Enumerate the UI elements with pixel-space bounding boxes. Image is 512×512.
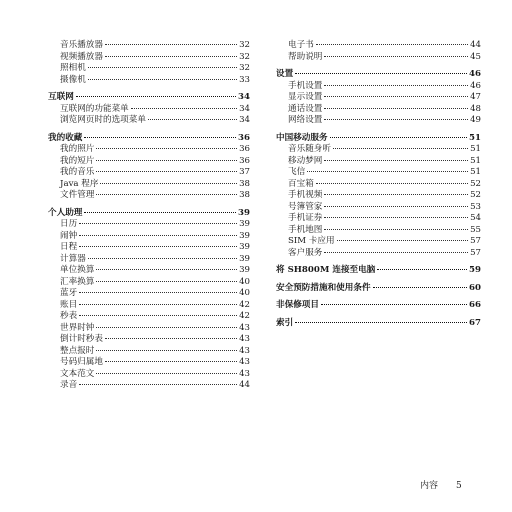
toc-entry[interactable] — [48, 156, 250, 168]
toc-entry-page: 36 — [239, 155, 250, 166]
toc-entry-title: 我的音乐 — [60, 167, 95, 177]
dot-leader — [377, 269, 467, 270]
toc-entry-title: 音乐随身听 — [288, 144, 331, 154]
toc-entry-title: 号码归属地 — [60, 357, 103, 367]
toc-entry[interactable] — [276, 40, 481, 52]
toc-entry[interactable] — [48, 277, 250, 289]
toc-entry[interactable] — [276, 213, 481, 225]
toc-entry[interactable] — [48, 104, 250, 116]
toc-entry-page: 43 — [239, 345, 250, 356]
toc-entry-title: 我的照片 — [60, 144, 95, 154]
toc-entry-title: 视频播放器 — [60, 51, 103, 62]
dot-leader — [330, 137, 467, 138]
dot-leader — [79, 246, 237, 247]
dot-leader — [131, 108, 237, 109]
toc-entry[interactable] — [48, 288, 250, 300]
dot-leader — [96, 269, 237, 270]
dot-leader — [88, 79, 237, 80]
toc-entry[interactable] — [276, 52, 481, 64]
dot-leader — [88, 258, 237, 259]
toc-entry-page: 45 — [470, 51, 481, 62]
toc-entry[interactable] — [48, 300, 250, 312]
dot-leader — [79, 235, 237, 236]
dot-leader — [324, 229, 468, 230]
toc-entry-page: 57 — [470, 247, 481, 258]
toc-entry-title: 索引 — [276, 317, 294, 328]
toc-entry-title: 账目 — [60, 299, 78, 310]
toc-entry-title: 单位换算 — [60, 265, 95, 275]
toc-section-heading[interactable] — [276, 283, 481, 295]
dot-leader — [105, 338, 237, 339]
toc-entry-title: Java 程序 — [60, 178, 99, 189]
toc-entry-title: 世界时钟 — [60, 322, 95, 333]
toc-entry-page: 52 — [470, 190, 481, 200]
toc-entry-page: 47 — [470, 92, 481, 102]
toc-section-heading[interactable] — [48, 208, 250, 220]
toc-entry-page: 39 — [239, 242, 250, 252]
toc-entry[interactable] — [48, 357, 250, 369]
toc-entry-title: 录音 — [60, 380, 78, 390]
toc-entry[interactable] — [48, 265, 250, 277]
toc-entry-title: 手机地图 — [288, 224, 323, 235]
dot-leader — [337, 240, 468, 241]
toc-entry-page: 34 — [239, 115, 250, 125]
dot-leader — [316, 183, 468, 184]
toc-entry-page: 42 — [239, 311, 250, 321]
toc-entry[interactable] — [276, 104, 481, 116]
page-number: 5 — [456, 481, 462, 491]
toc-entry-page: 66 — [469, 300, 481, 310]
footer-label: 内容 — [420, 481, 439, 491]
toc-right-column — [276, 40, 481, 329]
toc-entry-title: 通话设置 — [288, 103, 323, 114]
dot-leader — [96, 350, 237, 351]
toc-entry[interactable] — [48, 334, 250, 346]
dot-leader — [295, 322, 467, 323]
toc-entry[interactable] — [276, 115, 481, 127]
dot-leader — [324, 56, 468, 57]
toc-entry-title: 浏览网页时的选项菜单 — [60, 115, 146, 125]
toc-entry-title: 帮助说明 — [288, 51, 323, 62]
toc-entry[interactable] — [48, 380, 250, 392]
toc-entry-title: 电子书 — [288, 40, 314, 50]
dot-leader — [105, 56, 237, 57]
dot-leader — [96, 281, 237, 282]
toc-entry-title: 设置 — [276, 69, 294, 79]
toc-entry[interactable] — [276, 248, 481, 260]
toc-entry[interactable] — [48, 231, 250, 243]
dot-leader — [324, 217, 468, 218]
dot-leader — [316, 44, 468, 45]
dot-leader — [79, 304, 237, 305]
dot-leader — [324, 96, 468, 97]
toc-entry-title: 将 SH800M 连接至电脑 — [276, 265, 376, 275]
toc-entry-title: 网络设置 — [288, 115, 323, 125]
dot-leader — [324, 160, 468, 161]
dot-leader — [307, 171, 468, 172]
toc-entry-title: 安全预防措施和使用条件 — [276, 282, 371, 293]
toc-entry-title: 照相机 — [60, 63, 86, 73]
toc-entry-page: 38 — [239, 190, 250, 200]
toc-left-column — [48, 40, 250, 392]
toc-entry-title: SIM 卡应用 — [288, 236, 335, 246]
toc-entry-page: 32 — [239, 51, 250, 62]
toc-entry[interactable] — [48, 369, 250, 381]
dot-leader — [96, 160, 237, 161]
toc-entry-page: 57 — [470, 236, 481, 246]
toc-section-heading[interactable] — [276, 133, 481, 145]
toc-entry-page: 60 — [469, 282, 481, 293]
toc-entry-title: 显示设置 — [288, 92, 323, 102]
toc-entry-title: 音乐播放器 — [60, 40, 103, 50]
toc-entry-title: 计算器 — [60, 253, 86, 264]
toc-entry-page: 44 — [239, 380, 250, 390]
toc-entry-page: 42 — [239, 299, 250, 310]
toc-entry[interactable] — [48, 167, 250, 179]
toc-entry[interactable] — [48, 323, 250, 335]
toc-entry-title: 个人助理 — [48, 207, 83, 218]
toc-entry-title: 闹钟 — [60, 230, 78, 241]
toc-entry[interactable] — [48, 52, 250, 64]
dot-leader — [84, 137, 236, 138]
toc-entry-page: 40 — [239, 288, 250, 298]
toc-entry[interactable] — [276, 179, 481, 191]
toc-entry[interactable] — [48, 40, 250, 52]
toc-entry-title: 移动梦网 — [288, 155, 323, 166]
toc-entry[interactable] — [48, 346, 250, 358]
toc-entry[interactable] — [48, 115, 250, 127]
dot-leader — [79, 292, 237, 293]
toc-entry[interactable] — [276, 167, 481, 179]
toc-section-heading[interactable] — [276, 265, 481, 277]
toc-entry[interactable] — [48, 179, 250, 191]
toc-entry-page: 36 — [239, 144, 250, 154]
toc-entry-page: 49 — [470, 115, 481, 125]
dot-leader — [333, 148, 468, 149]
toc-entry-page: 34 — [239, 103, 250, 114]
toc-entry[interactable] — [48, 311, 250, 323]
toc-entry-title: 秒表 — [60, 311, 78, 321]
dot-leader — [324, 85, 468, 86]
toc-entry-title: 互联网的功能菜单 — [60, 103, 129, 114]
toc-entry-page: 40 — [239, 276, 250, 287]
toc-entry-title: 文本范文 — [60, 368, 95, 379]
dot-leader — [324, 194, 468, 195]
dot-leader — [96, 194, 237, 195]
toc-entry-page: 51 — [470, 144, 481, 154]
toc-entry-title: 手机视频 — [288, 190, 323, 200]
toc-entry-title: 百宝箱 — [288, 178, 314, 189]
toc-entry-page: 34 — [238, 92, 250, 102]
dot-leader — [324, 108, 468, 109]
toc-entry-title: 手机设置 — [288, 80, 323, 91]
toc-entry[interactable] — [276, 144, 481, 156]
toc-entry-page: 43 — [239, 368, 250, 379]
toc-entry[interactable] — [276, 236, 481, 248]
toc-section-heading[interactable] — [48, 133, 250, 145]
toc-entry-page: 46 — [469, 69, 481, 79]
toc-entry-title: 汇率换算 — [60, 276, 95, 287]
toc-entry-title: 号簿管家 — [288, 201, 323, 212]
dot-leader — [79, 315, 237, 316]
toc-entry-page: 52 — [470, 178, 481, 189]
toc-entry-title: 日历 — [60, 219, 78, 229]
toc-entry[interactable] — [48, 75, 250, 87]
dot-leader — [79, 384, 237, 385]
toc-entry-page: 51 — [470, 167, 481, 177]
toc-entry-title: 整点报时 — [60, 345, 95, 356]
toc-section-heading[interactable] — [276, 300, 481, 312]
toc-entry-page: 38 — [239, 178, 250, 189]
toc-entry[interactable] — [48, 144, 250, 156]
dot-leader — [100, 183, 237, 184]
dot-leader — [324, 119, 468, 120]
dot-leader — [324, 252, 468, 253]
toc-entry-page: 46 — [470, 80, 481, 91]
toc-entry-page: 51 — [469, 132, 481, 143]
toc-entry-page: 48 — [470, 103, 481, 114]
dot-leader — [96, 148, 237, 149]
toc-entry-page: 39 — [239, 265, 250, 275]
dot-leader — [105, 44, 237, 45]
toc-entry-page: 39 — [239, 253, 250, 264]
toc-entry-page: 39 — [238, 207, 250, 218]
dot-leader — [96, 373, 237, 374]
toc-entry-title: 非保修项目 — [276, 300, 319, 310]
dot-leader — [295, 73, 467, 74]
toc-entry-title: 日程 — [60, 242, 78, 252]
dot-leader — [79, 223, 237, 224]
toc-section-heading[interactable] — [276, 69, 481, 81]
toc-entry[interactable] — [48, 190, 250, 202]
toc-entry-page: 39 — [239, 230, 250, 241]
toc-entry-page: 53 — [470, 201, 481, 212]
toc-entry-page: 59 — [469, 265, 481, 275]
toc-entry-title: 飞信 — [288, 167, 306, 177]
toc-entry-page: 39 — [239, 219, 250, 229]
toc-entry[interactable] — [48, 242, 250, 254]
toc-entry[interactable] — [48, 63, 250, 75]
dot-leader — [96, 171, 237, 172]
toc-entry-page: 32 — [239, 63, 250, 73]
toc-entry-page: 43 — [239, 322, 250, 333]
toc-entry-page: 43 — [239, 334, 250, 344]
toc-entry-title: 手机证券 — [288, 213, 323, 223]
toc-section-heading[interactable] — [276, 318, 481, 330]
toc-entry[interactable] — [276, 202, 481, 214]
toc-entry-page: 36 — [238, 132, 250, 143]
page-footer — [420, 478, 462, 491]
toc-entry-title: 蓝牙 — [60, 288, 78, 298]
toc-entry-page: 51 — [470, 155, 481, 166]
toc-entry-title: 倒计时秒表 — [60, 334, 103, 344]
dot-leader — [148, 119, 237, 120]
toc-entry-title: 我的收藏 — [48, 132, 83, 143]
dot-leader — [373, 287, 467, 288]
dot-leader — [96, 327, 237, 328]
dot-leader — [76, 96, 236, 97]
toc-entry[interactable] — [48, 254, 250, 266]
toc-entry-page: 44 — [470, 40, 481, 50]
toc-entry-page: 55 — [470, 224, 481, 235]
toc-entry-title: 我的短片 — [60, 155, 95, 166]
toc-entry[interactable] — [276, 156, 481, 168]
toc-entry-page: 43 — [239, 357, 250, 367]
toc-entry[interactable] — [276, 225, 481, 237]
dot-leader — [324, 206, 468, 207]
toc-entry-page: 32 — [239, 40, 250, 50]
toc-entry-page: 54 — [470, 213, 481, 223]
dot-leader — [88, 67, 237, 68]
toc-entry-title: 摄像机 — [60, 74, 86, 85]
toc-entry[interactable] — [48, 219, 250, 231]
toc-entry-title: 客户服务 — [288, 247, 323, 258]
toc-entry-page: 33 — [239, 74, 250, 85]
dot-leader — [321, 304, 467, 305]
toc-entry-page: 37 — [239, 167, 250, 177]
toc-section-heading[interactable] — [48, 92, 250, 104]
toc-entry-page: 67 — [469, 317, 481, 328]
toc-entry[interactable] — [276, 190, 481, 202]
toc-entry[interactable] — [276, 92, 481, 104]
toc-entry-title: 文件管理 — [60, 190, 95, 200]
toc-entry-title: 中国移动服务 — [276, 132, 328, 143]
toc-entry[interactable] — [276, 81, 481, 93]
dot-leader — [84, 212, 236, 213]
toc-entry-title: 互联网 — [48, 92, 74, 102]
dot-leader — [105, 361, 237, 362]
